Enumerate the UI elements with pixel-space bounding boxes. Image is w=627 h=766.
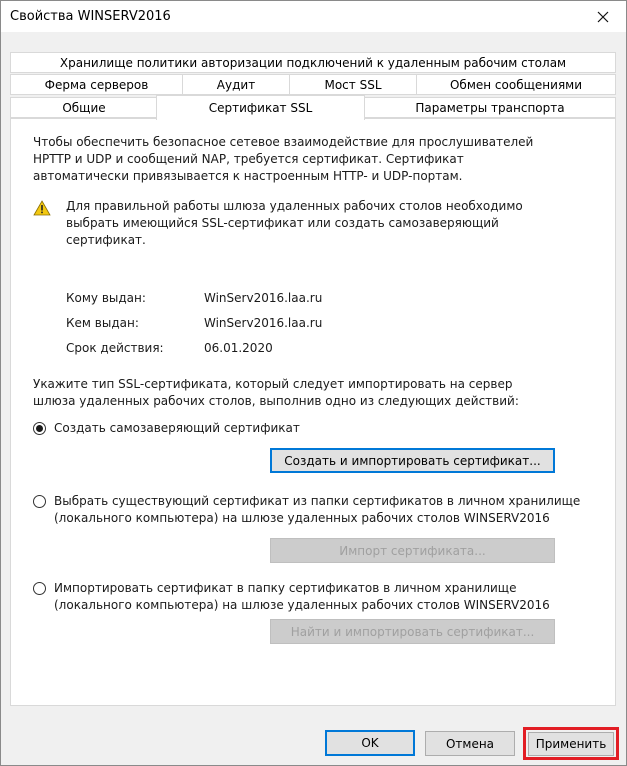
- tab-ssl-bridge[interactable]: [289, 74, 417, 95]
- apply-button[interactable]: [528, 732, 614, 756]
- button-label: Применить: [535, 737, 607, 751]
- tab-label: Сертификат SSL: [208, 101, 313, 115]
- tab-label: Аудит: [216, 77, 256, 92]
- expires-value: 06.01.2020: [204, 341, 273, 355]
- close-button[interactable]: [580, 1, 626, 32]
- option-select-existing-line-2: (локального компьютера) на шлюзе удаленных рабочих столов WINSERV2016: [54, 511, 550, 525]
- radio-select-existing[interactable]: [33, 495, 46, 508]
- button-label: Импорт сертификата...: [339, 543, 486, 558]
- tab-label: Общие: [62, 100, 106, 115]
- warning-line-1: Для правильной работы шлюза удаленных рабочих столов необходимо: [66, 199, 523, 213]
- cancel-button[interactable]: [425, 731, 515, 756]
- window-title: Свойства WINSERV2016: [10, 9, 171, 24]
- instructions-line-1: Укажите тип SSL-сертификата, который следует импортировать на сервер: [33, 377, 513, 391]
- expires-label: Срок действия:: [66, 341, 164, 355]
- tab-label: Параметры транспорта: [415, 100, 565, 115]
- tab-label: Обмен сообщениями: [449, 77, 583, 92]
- tab-label: Мост SSL: [324, 77, 382, 92]
- tab-rap-store[interactable]: [10, 52, 616, 73]
- ssl-certificate-panel: [10, 118, 616, 706]
- button-label: Отмена: [445, 736, 495, 751]
- instructions-line-2: шлюза удаленных рабочих столов, выполнив одно из следующих действий:: [33, 394, 519, 408]
- issued-to-value: WinServ2016.laa.ru: [204, 291, 323, 305]
- title-bar: [1, 1, 626, 32]
- option-select-existing-line-1[interactable]: Выбрать существующий сертификат из папки сертификатов в личном хранилище: [54, 494, 581, 508]
- intro-line-3: автоматически привязывается к настроенным HTTP- и UDP-портам.: [33, 169, 463, 183]
- option-import-to-store-line-1[interactable]: Импортировать сертификат в папку сертификатов в личном хранилище: [54, 581, 517, 595]
- close-icon: [597, 11, 609, 23]
- warning-icon: [33, 200, 51, 216]
- tab-audit[interactable]: [182, 74, 290, 95]
- find-import-certificate-button[interactable]: [270, 619, 555, 644]
- radio-import-to-store[interactable]: [33, 582, 46, 595]
- ok-button[interactable]: [325, 730, 415, 756]
- button-label: OK: [361, 736, 379, 750]
- issued-to-label: Кому выдан:: [66, 291, 146, 305]
- tab-label: Ферма серверов: [44, 77, 149, 92]
- button-label: Создать и импортировать сертификат...: [284, 453, 541, 468]
- tab-transport-settings[interactable]: [364, 97, 616, 118]
- tab-server-farm[interactable]: [10, 74, 183, 95]
- intro-line-1: Чтобы обеспечить безопасное сетевое взаимодействие для прослушивателей: [33, 135, 534, 149]
- tab-ssl-certificate[interactable]: [156, 95, 365, 120]
- warning-line-3: сертификат.: [66, 233, 146, 247]
- option-import-to-store-line-2: (локального компьютера) на шлюзе удаленных рабочих столов WINSERV2016: [54, 598, 550, 612]
- button-label: Найти и импортировать сертификат...: [290, 624, 535, 639]
- issued-by-value: WinServ2016.laa.ru: [204, 316, 323, 330]
- radio-selected-dot: [36, 425, 43, 432]
- tab-general[interactable]: [10, 97, 158, 118]
- tab-messaging[interactable]: [416, 74, 616, 95]
- intro-line-2: HPTTP и UDP и сообщений NAP, требуется сертификат. Сертификат: [33, 152, 464, 166]
- radio-create-self-signed[interactable]: [33, 422, 46, 435]
- issued-by-label: Кем выдан:: [66, 316, 139, 330]
- option-create-self-signed-label[interactable]: Создать самозаверяющий сертификат: [54, 421, 300, 435]
- tab-label: Хранилище политики авторизации подключений к удаленным рабочим столам: [59, 55, 567, 70]
- import-certificate-button[interactable]: [270, 538, 555, 563]
- create-import-certificate-button[interactable]: [270, 448, 555, 473]
- warning-line-2: выбрать имеющийся SSL-сертификат или создать самозаверяющий: [66, 216, 499, 230]
